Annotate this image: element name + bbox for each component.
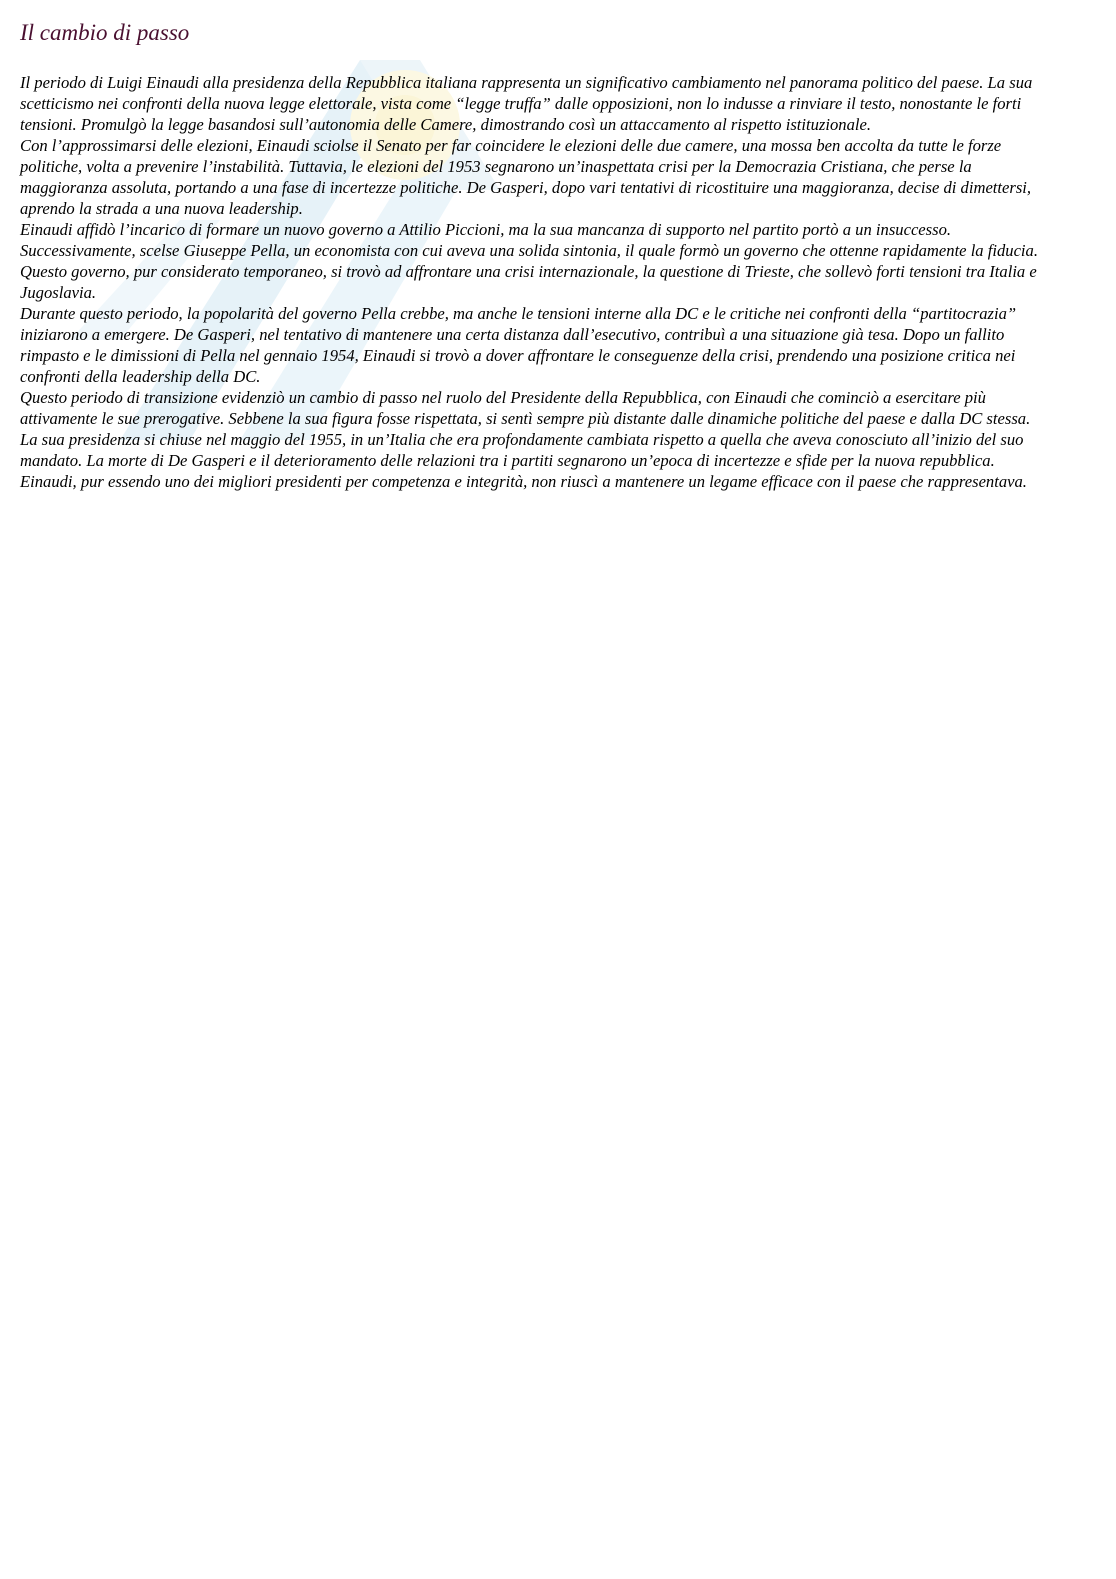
document-title: Il cambio di passo: [20, 20, 190, 45]
document-content: [20, 18, 1050, 492]
paragraph-3: Einaudi affidò l’incarico di formare un nuovo governo a Attilio Piccioni, ma la sua mancanza di supporto nel partito portò a un insuccesso. Successivamente, scelse Giuseppe Pella, un economista con cui aveva una solida sintonia, il quale formò un governo che ottenne rapidamente la fiducia. Questo governo, pur considerato temporaneo, si trovò ad affrontare una crisi internazionale, la questione di Trieste, che sollevò forti tensioni tra Italia e Jugoslavia.: [20, 220, 1038, 302]
paragraph-4: Durante questo periodo, la popolarità del governo Pella crebbe, ma anche le tensioni interne alla DC e le critiche nei confronti della “partitocrazia” iniziarono a emergere. De Gasperi, nel tentativo di mantenere una certa distanza dall’esecutivo, contribuì a una situazione già tesa. Dopo un fallito rimpasto e le dimissioni di Pella nel gennaio 1954, Einaudi si trovò a dover affrontare le conseguenze della crisi, prendendo una posizione critica nei confronti della leadership della DC.: [20, 304, 1017, 386]
paragraph-2: Con l’approssimarsi delle elezioni, Einaudi sciolse il Senato per far coincidere le elezioni delle due camere, una mossa ben accolta da tutte le forze politiche, volta a prevenire l’instabilità. Tuttavia, le elezioni del 1953 segnarono un’inaspettata crisi per la Democrazia Cristiana, che perse la maggioranza assoluta, portando a una fase di incertezze politiche. De Gasperi, dopo vari tentativi di ricostituire una maggioranza, decise di dimettersi, aprendo la strada a una nuova leadership.: [20, 136, 1032, 218]
paragraph-5: Questo periodo di transizione evidenziò un cambio di passo nel ruolo del Presidente della Repubblica, con Einaudi che cominciò a esercitare più attivamente le sue prerogative. Sebbene la sua figura fosse rispettata, si sentì sempre più distante dalle dinamiche politiche del paese e dalla DC stessa. La sua presidenza si chiuse nel maggio del 1955, in un’Italia che era profondamente cambiata rispetto a quella che aveva conosciuto all’inizio del suo mandato. La morte di De Gasperi e il deterioramento delle relazioni tra i partiti segnarono un’epoca di incertezze e sfide per la nuova repubblica. Einaudi, pur essendo uno dei migliori presidenti per competenza e integrità, non riuscì a mantenere un legame efficace con il paese che rappresentava.: [20, 388, 1031, 491]
paragraph-1: Il periodo di Luigi Einaudi alla presidenza della Repubblica italiana rappresenta un significativo cambiamento nel panorama politico del paese. La sua scetticismo nei confronti della nuova legge elettorale, vista come “legge truffa” dalle opposizioni, non lo indusse a rinviare il testo, nonostante le forti tensioni. Promulgò la legge basandosi sull’autonomia delle Camere, dimostrando così un attaccamento al rispetto istituzionale.: [20, 73, 1033, 134]
